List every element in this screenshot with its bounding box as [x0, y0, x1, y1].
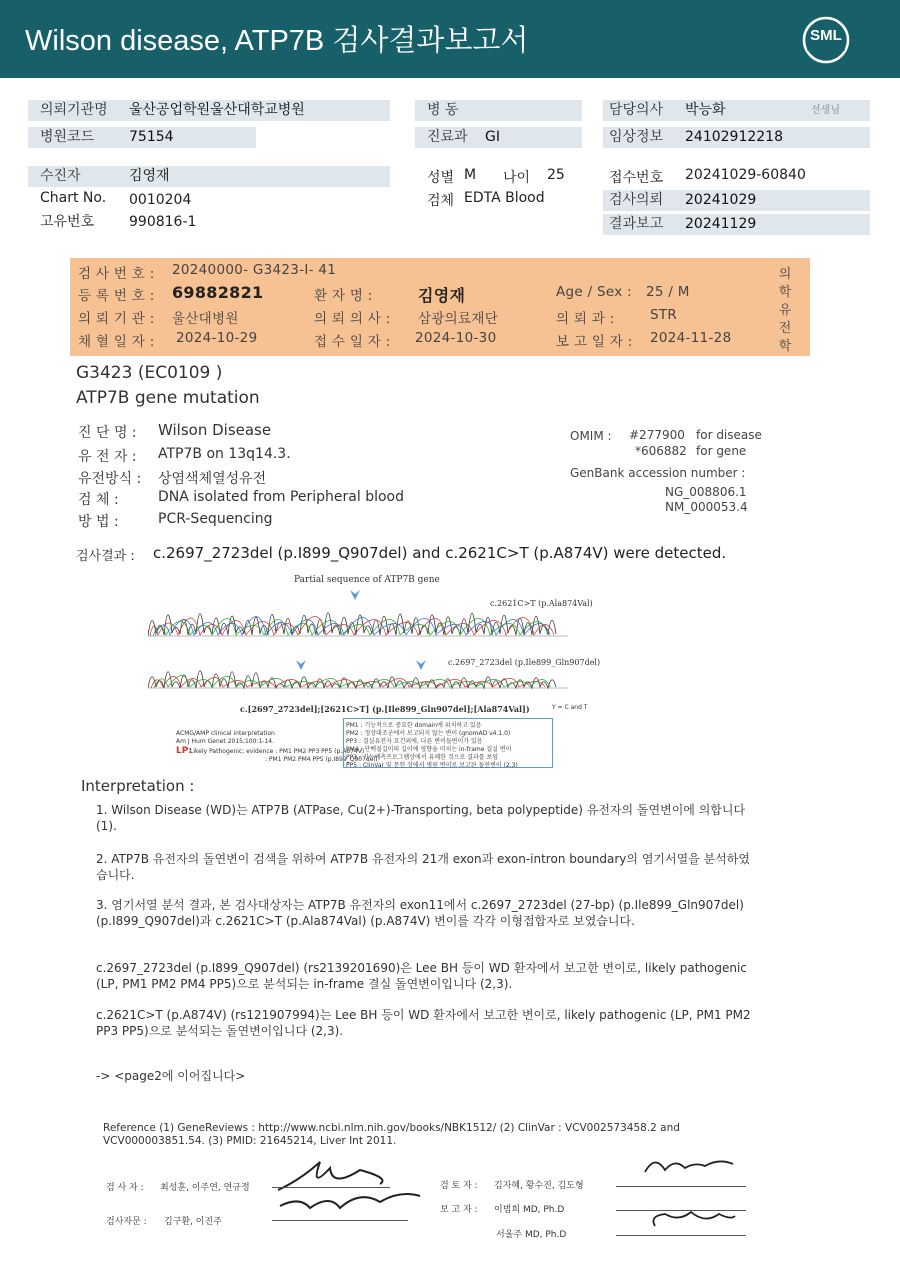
scan-vertical-text: 의학유전학 [778, 267, 792, 354]
result-report-value: 20241129 [685, 216, 757, 232]
reporter-1-signature-line [616, 1210, 746, 1211]
reporter-2: 서울주 MD, Ph.D [496, 1230, 567, 1240]
scan-org: 울산대병원 [172, 311, 239, 327]
receipt-no-label: 접수번호 [609, 170, 664, 186]
interp-p4: c.2697_2723del (p.I899_Q907del) (rs2139201690)은 Lee BH 등이 WD 환자에서 보고한 변이로, likely pathogenic (LP, PM1 PM2 PM4 PP5)으로 분석되는 in-frame 결실 돌연변이입니다 (2,3). [96, 961, 747, 991]
examiner-signature-line [272, 1187, 390, 1188]
scan-req-doctor-label: 의 뢰 의 사 : [314, 311, 391, 327]
figure-combined: c.[2697_2723del];[2621C>T] (p.[Ile899_Gln907del];[Ala874Val]) [240, 704, 530, 714]
specimen-value: EDTA Blood [464, 190, 545, 206]
scan-receipt-date: 2024-10-30 [415, 330, 497, 346]
inheritance-label: 유전방식 : [78, 471, 142, 487]
omim-gene-suffix: for gene [696, 444, 747, 458]
ward-label: 병 동 [427, 102, 459, 118]
interp-p5: c.2621C>T (p.A874V) (rs121907994)는 Lee BH 등이 WD 환자에서 보고한 변이로, likely pathogenic (LP, PM1 PM2 PP3 PP5)으로 분석되는 돌연변이입니다 (2,3). [96, 1008, 751, 1038]
sex-label: 성별 [427, 170, 455, 186]
scan-reg-no: 69882821 [172, 283, 264, 302]
acmg-line-2: Am J Hum Genet 2015;100:1-14. [176, 738, 274, 745]
figure-y-note: Y = C and T [552, 704, 588, 711]
hospital-code-value: 75154 [129, 129, 174, 145]
report-title: Wilson disease, ATP7B 검사결과보고서 [25, 25, 529, 57]
doctor-row [603, 100, 870, 121]
figure-label-2: c.2697_2723del (p.Ile899_Gln907del) [448, 658, 601, 667]
report-name: ATP7B gene mutation [76, 388, 260, 408]
pm-line-3: PP3 : 결실유전자 요건외에, 다른 변이들변이가 있음 [346, 738, 483, 745]
lp-line-2: : PM1 PM2 PM4 PP5 (p.I899_Q907del) [265, 756, 378, 763]
department-row [415, 127, 582, 148]
doctor-suffix: 선생님 [811, 105, 840, 116]
requesting-org-label: 의뢰기관명 [40, 102, 108, 118]
reporter-2-signature-line [616, 1235, 746, 1236]
interp-p2: 2. ATP7B 유전자의 돌연변이 검색을 위하여 ATP7B 유전자의 21개 exon과 exon-intron boundary의 염기서열을 분석하였습니다. [96, 852, 750, 882]
result-report-label: 결과보고 [609, 216, 664, 232]
figure-title: Partial sequence of ATP7B gene [294, 575, 440, 585]
test-request-value: 20241029 [685, 192, 757, 208]
reporter-1: 이범희 MD, Ph.D [494, 1205, 565, 1215]
scan-age-sex-label: Age / Sex : [556, 284, 633, 300]
gene-value: ATP7B on 13q14.3. [158, 446, 291, 462]
scan-req-doctor: 삼광의료재단 [418, 311, 499, 327]
hospital-code-label: 병원코드 [40, 129, 95, 145]
advisor-names: 김구환, 이진주 [164, 1217, 222, 1227]
pm-line-2: PM2 : 정상대조군에서 보고되지 않는 변이 (gnomAD v4.1.0) [346, 730, 511, 737]
department-value: GI [485, 129, 500, 145]
variant-arrow-3-icon [414, 658, 428, 672]
clinical-info-row [603, 127, 870, 148]
doctor-label: 담당의사 [609, 102, 664, 118]
scan-report-label: 보 고 일 자 : [556, 334, 633, 350]
genbank-1: NG_008806.1 [665, 485, 747, 499]
interp-continue: -> <page2에 이어집니다> [96, 1069, 246, 1083]
diagnosis-value: Wilson Disease [158, 421, 272, 439]
variant-arrow-1-icon [348, 588, 362, 602]
result-value: c.2697_2723del (p.I899_Q907del) and c.2621C>T (p.A874V) were detected. [153, 544, 727, 562]
pm-line-5: PP3 : 기능예측프로그램상에서 유해한 것으로 결과를 보임 [346, 754, 499, 761]
reference-text: Reference (1) GeneReviews : http://www.ncbi.nlm.nih.gov/books/NBK1512/ (2) ClinVar : VCV002573458.2 and VCV000003851.54. (3) PMID: 21645214, Liver Int 2011. [103, 1122, 680, 1147]
chart-no-value: 0010204 [129, 192, 192, 208]
gene-label: 유 전 자 : [78, 449, 137, 465]
department-label: 진료과 [427, 129, 468, 145]
reviewer-names: 김자혜, 황수진, 김도형 [494, 1181, 584, 1191]
inheritance-value: 상염색체열성유전 [158, 471, 267, 487]
scan-dept: STR [650, 307, 678, 323]
diagnosis-label: 진 단 명 : [78, 425, 137, 441]
test-request-label: 검사의뢰 [609, 192, 664, 208]
scan-dept-label: 의 뢰 과 : [556, 311, 615, 327]
sex-value: M [464, 167, 477, 183]
scan-report-date: 2024-11-28 [650, 330, 732, 346]
specimen-label: 검체 [427, 193, 455, 209]
reviewer-signature-line [616, 1186, 746, 1187]
omim-label: OMIM : [570, 429, 612, 443]
lp-line-1: Likely Pathogenic; evidence : PM1 PM2 PP3 PP5 (p.A874V) [190, 748, 365, 755]
hospital-code-row [28, 127, 256, 148]
scan-receipt-label: 접 수 일 자 : [314, 334, 391, 350]
receipt-no-value: 20241029-60840 [685, 167, 806, 183]
pm-line-6: PP5 : ClinVar 및 문헌 상에서 병원 변이로 보고된 돌연변이 (2,3) [346, 762, 518, 769]
unique-no-value: 990816-1 [129, 214, 197, 230]
scan-patient-label: 환 자 명 : [314, 288, 373, 304]
unique-no-label: 고유번호 [40, 214, 95, 230]
method-label: 방 법 : [78, 514, 119, 530]
scan-patient: 김영재 [418, 286, 466, 305]
variant-arrow-2-icon [294, 658, 308, 672]
requesting-org-value: 울산공업학원울산대학교병원 [129, 102, 305, 118]
genbank-label: GenBank accession number : [570, 466, 746, 480]
examiner-names: 최성훈, 이주연, 연규정 [160, 1183, 250, 1193]
chart-no-label: Chart No. [40, 190, 107, 206]
method-value: PCR-Sequencing [158, 511, 273, 527]
result-label: 검사결과 : [76, 549, 135, 564]
scan-collect-label: 채 혈 일 자 : [78, 334, 155, 350]
omim-gene: *606882 [635, 444, 687, 458]
reviewer-label: 검 토 자 : [440, 1181, 478, 1191]
interp-p1: 1. Wilson Disease (WD)는 ATP7B (ATPase, Cu(2+)-Transporting, beta polypeptide) 유전자의 돌연변이에 의합니다 (1). [96, 803, 746, 833]
patient-row [28, 166, 390, 187]
omim-disease: #277900 [629, 428, 685, 442]
header-bar [0, 0, 900, 78]
patient-value: 김영재 [129, 168, 170, 184]
age-value: 25 [547, 167, 565, 183]
advisor-label: 검사자문 : [106, 1217, 147, 1227]
scanned-report [60, 252, 850, 1252]
figure-label-1: c.2621C>T (p.Ala874Val) [490, 599, 593, 608]
advisor-signature-line [272, 1220, 408, 1221]
examiner-label: 검 사 자 : [106, 1183, 144, 1193]
omim-disease-suffix: for disease [696, 428, 762, 442]
patient-label: 수진자 [40, 168, 81, 184]
report-code: G3423 (EC0109 ) [76, 363, 223, 383]
age-label: 나이 [503, 170, 531, 186]
lp-label: LP: [176, 746, 192, 756]
scan-org-label: 의 뢰 기 관 : [78, 311, 155, 327]
logo-text: SML [810, 27, 842, 44]
requesting-org-row [28, 100, 390, 121]
scan-header-band [70, 258, 810, 356]
acmg-line-1: ACMG/AMP clinical interpretation [176, 730, 275, 737]
interp-p3: 3. 염기서열 분석 결과, 본 검사대상자는 ATP7B 유전자의 exon11에서 c.2697_2723del (27-bp) (p.Ile899_Gln907del) (p.I899_Q907del)과 c.2621C>T (p.Ala874Val) (p.A874V) 변이를 각각 이형접합자로 보였습니다. [96, 898, 744, 928]
acmg-criteria-box [343, 718, 553, 768]
specimen2-value: DNA isolated from Peripheral blood [158, 489, 405, 505]
interpretation-title: Interpretation : [81, 777, 195, 795]
reviewer-signatures [635, 1148, 745, 1238]
result-report-row [603, 214, 870, 235]
scan-collect-date: 2024-10-29 [176, 330, 258, 346]
scan-reg-no-label: 등 록 번 호 : [78, 288, 155, 304]
reporter-label: 보 고 자 : [440, 1205, 478, 1215]
pm-line-4: PM4 : 단백질길이의 길이에 영향을 미치는 in-frame 결실 변이 [346, 746, 512, 753]
clinical-info-value: 24102912218 [685, 129, 783, 145]
scan-test-no-label: 검 사 번 호 : [78, 266, 155, 282]
specimen2-label: 검 체 : [78, 492, 119, 508]
scan-age-sex: 25 / M [646, 284, 690, 300]
genbank-2: NM_000053.4 [665, 500, 748, 514]
clinical-info-label: 임상정보 [609, 129, 664, 145]
examiner-signature [270, 1150, 430, 1222]
trace-top-red [150, 617, 554, 637]
scan-test-no: 20240000- G3423-I- 41 [172, 262, 337, 278]
test-request-row [603, 190, 870, 211]
pm-line-1: PM1 : 기능적으로 중요한 domain에 위치하고 있음 [346, 722, 482, 729]
doctor-value: 박능화 [685, 102, 726, 118]
ward-row [415, 100, 582, 121]
